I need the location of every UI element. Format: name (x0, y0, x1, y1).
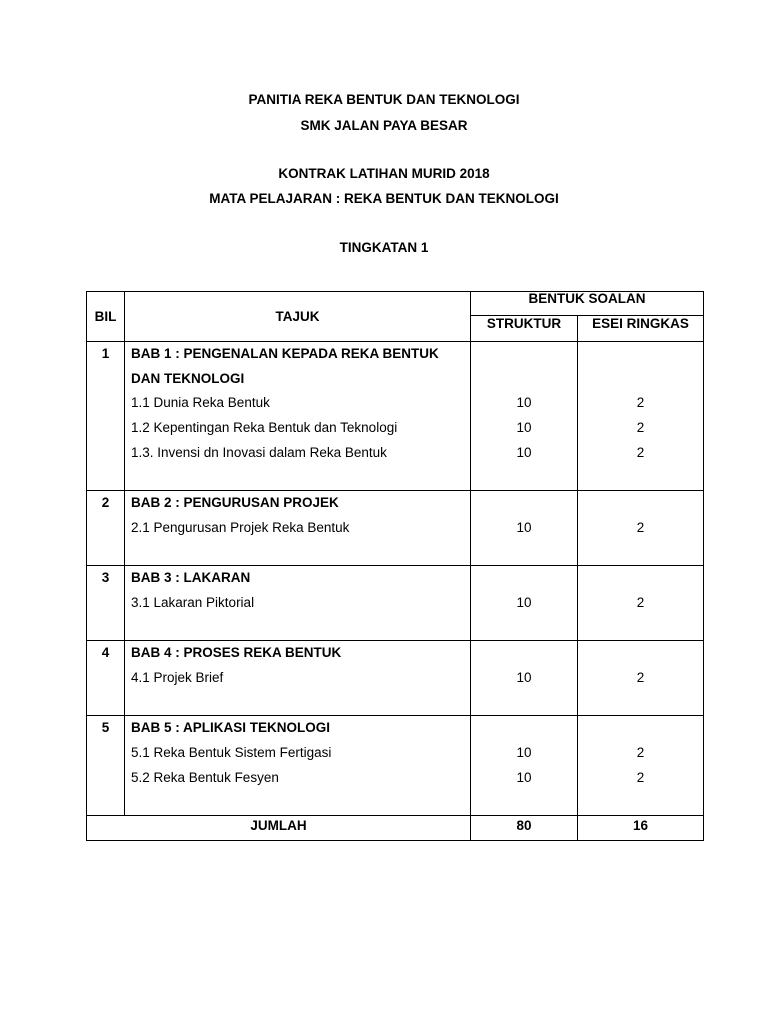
header-bentuk-soalan: BENTUK SOALAN (471, 292, 704, 316)
spacer (125, 466, 470, 491)
spacer (471, 342, 577, 367)
header-struktur: STRUKTUR (471, 316, 578, 342)
topic-label: 1.1 Dunia Reka Bentuk (131, 395, 270, 411)
total-esei: 16 (578, 816, 704, 841)
chapter-title: BAB 1 : PENGENALAN KEPADA REKA BENTUK (131, 346, 439, 361)
table-row (87, 491, 704, 566)
table-row (87, 342, 704, 491)
row-struktur (471, 566, 578, 641)
table-body (87, 342, 704, 816)
spacer (471, 716, 577, 741)
esei-value: 2 (636, 594, 645, 610)
row-bil: 4 (87, 641, 125, 716)
header-esei-ringkas: ESEI RINGKAS (578, 316, 704, 342)
esei-value: 2 (636, 769, 645, 785)
struktur-value: 10 (516, 395, 532, 411)
row-esei (578, 716, 704, 816)
topic-label: 2.1 Pengurusan Projek Reka Bentuk (131, 519, 350, 535)
spacer (125, 691, 470, 716)
chapter-title: BAB 3 : LAKARAN (131, 570, 251, 586)
row-tajuk (125, 641, 471, 716)
chapter-title: BAB 2 : PENGURUSAN PROJEK (131, 495, 339, 511)
title-kontrak: KONTRAK LATIHAN MURID 2018 (278, 166, 490, 181)
chapter-title: BAB 5 : APLIKASI TEKNOLOGI (131, 720, 331, 736)
spacer (125, 791, 470, 816)
chapter-title: DAN TEKNOLOGI (131, 370, 245, 386)
spacer (578, 541, 703, 566)
row-tajuk (125, 491, 471, 566)
spacer (578, 616, 703, 641)
header-bil: BIL (87, 292, 125, 342)
total-struktur: 80 (471, 816, 578, 841)
row-bil: 5 (87, 716, 125, 816)
spacer (471, 465, 577, 490)
table-row (87, 566, 704, 641)
topic-label: 1.2 Kepentingan Reka Bentuk dan Teknologi (131, 420, 398, 436)
struktur-value: 10 (516, 444, 532, 460)
table-row (87, 716, 704, 816)
esei-value: 2 (636, 519, 645, 535)
topic-label: 3.1 Lakaran Piktorial (131, 595, 255, 610)
row-bil: 1 (87, 342, 125, 491)
esei-value: 2 (636, 745, 645, 761)
topic-label: 1.3. Invensi dn Inovasi dalam Reka Bentuk (131, 444, 387, 460)
spacer (471, 791, 577, 816)
total-label: JUMLAH (87, 816, 471, 841)
row-tajuk (125, 716, 471, 816)
topic-label: 5.1 Reka Bentuk Sistem Fertigasi (131, 745, 332, 761)
row-esei (578, 491, 704, 566)
topic-label: 5.2 Reka Bentuk Fesyen (131, 769, 279, 785)
row-esei (578, 566, 704, 641)
row-struktur (471, 716, 578, 816)
spacer (471, 566, 577, 591)
struktur-value: 10 (516, 519, 532, 535)
title-school: SMK JALAN PAYA BESAR (300, 118, 468, 133)
title-form: TINGKATAN 1 (339, 240, 429, 255)
row-esei (578, 641, 704, 716)
esei-value: 2 (636, 444, 645, 460)
struktur-value: 10 (516, 594, 532, 610)
topic-label: 4.1 Projek Brief (131, 670, 224, 686)
row-struktur (471, 342, 578, 491)
chapter-title: BAB 4 : PROSES REKA BENTUK (131, 645, 342, 661)
table-row (87, 641, 704, 716)
row-struktur (471, 491, 578, 566)
spacer (578, 691, 703, 716)
exam-contract-table (86, 291, 704, 841)
spacer (471, 616, 577, 641)
struktur-value: 10 (516, 670, 532, 686)
spacer (578, 641, 703, 666)
spacer (578, 566, 703, 591)
row-bil: 3 (87, 566, 125, 641)
spacer (578, 465, 703, 490)
row-tajuk (125, 566, 471, 641)
esei-value: 2 (636, 395, 645, 411)
struktur-value: 10 (516, 769, 532, 785)
row-struktur (471, 641, 578, 716)
row-bil: 2 (87, 491, 125, 566)
spacer (125, 541, 470, 566)
spacer (578, 716, 703, 741)
row-esei (578, 342, 704, 491)
spacer (578, 367, 703, 392)
struktur-value: 10 (516, 745, 532, 761)
esei-value: 2 (636, 420, 645, 436)
spacer (471, 541, 577, 566)
header-tajuk: TAJUK (125, 292, 471, 342)
total-row (87, 816, 704, 841)
spacer (471, 367, 577, 392)
spacer (471, 491, 577, 516)
spacer (471, 641, 577, 666)
spacer (578, 342, 703, 367)
spacer (578, 791, 703, 816)
struktur-value: 10 (516, 420, 532, 436)
spacer (471, 691, 577, 716)
row-tajuk (125, 342, 471, 491)
title-subject: MATA PELAJARAN : REKA BENTUK DAN TEKNOLOGI (209, 191, 559, 206)
title-panitia: PANITIA REKA BENTUK DAN TEKNOLOGI (248, 92, 520, 107)
spacer (578, 491, 703, 516)
spacer (125, 616, 470, 641)
esei-value: 2 (636, 670, 645, 686)
